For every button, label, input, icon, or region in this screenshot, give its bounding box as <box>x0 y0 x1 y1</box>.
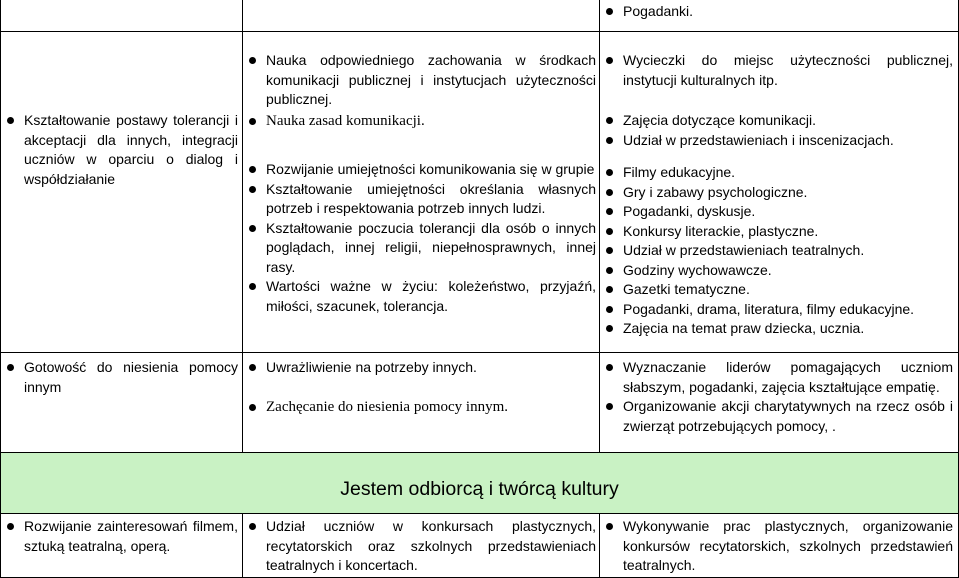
list-item: Kształtowanie umiejętności określania własnych potrzeb i respektowania potrzeb innych ludzi. <box>246 180 596 219</box>
list-item: Pogadanki. <box>603 2 953 22</box>
row-divider <box>0 31 959 32</box>
list-item: Nauka odpowiedniego zachowania w środkach komunikacji publicznej i instytucjach użyteczności publicznej. <box>246 51 596 110</box>
list-item: Pogadanki, dyskusje. <box>603 202 953 222</box>
forms-cell <box>603 517 953 576</box>
column-divider <box>242 513 243 578</box>
list-item: Nauka zasad komunikacji. <box>246 112 596 132</box>
list-item: Filmy edukacyjne. <box>603 163 953 183</box>
section-title: Jestem odbiorcą i twórcą kultury <box>340 478 619 500</box>
list-item: Wykonywanie prac plastycznych, organizowanie konkursów recytatorskich, szkolnych przedstawień teatralnych. <box>603 517 953 576</box>
list-item: Wartości ważne w życiu: koleżeństwo, przyjaźń, miłości, szacunek, tolerancja. <box>246 277 596 316</box>
list-item: Konkursy literackie, plastyczne. <box>603 222 953 242</box>
list-item: Zajęcia dotyczące komunikacji. <box>603 111 953 131</box>
column-divider <box>242 0 243 452</box>
list-item: Uwrażliwienie na potrzeby innych. <box>246 358 596 378</box>
goal-text: Rozwijanie zainteresowań filmem, sztuką teatralną, operą. <box>4 517 238 556</box>
goal-text: Kształtowanie postawy tolerancji i akceptacji dla innych, integracji uczniów w oparciu o dialog i współdziałanie <box>4 111 238 189</box>
goal-text: Gotowość do niesienia pomocy innym <box>4 358 238 397</box>
list-item: Zachęcanie do niesienia pomocy innym. <box>246 398 596 418</box>
goal-cell <box>4 517 238 556</box>
row-divider <box>0 513 959 514</box>
tasks-cell <box>246 51 596 316</box>
forms-cell <box>603 358 953 436</box>
list-item: Udział uczniów w konkursach plastycznych, recytatorskich oraz szkolnych przedstawieniach teatralnych i koncertach. <box>246 517 596 576</box>
list-item: Pogadanki, drama, literatura, filmy edukacyjne. <box>603 300 953 320</box>
forms-cell <box>603 51 953 339</box>
row-divider <box>0 452 959 453</box>
list-item: Organizowanie akcji charytatywnych na rzecz osób i zwierząt potrzebujących pomocy, . <box>603 397 953 436</box>
list-item: Kształtowanie poczucia tolerancji dla osób o innych poglądach, innej religii, niepełnosprawnych, innej rasy. <box>246 219 596 278</box>
tasks-cell <box>246 517 596 576</box>
list-item: Wycieczki do miejsc użyteczności publicznej, instytucji kulturalnych itp. <box>603 51 953 90</box>
column-divider <box>599 0 600 452</box>
list-item: Udział w przedstawieniach i inscenizacjach. <box>603 131 953 151</box>
list-item: Wyznaczanie liderów pomagających uczniom słabszym, pogadanki, zajęcia kształtujące empatię. <box>603 358 953 397</box>
list-item: Rozwijanie umiejętności komunikowania się w grupie <box>246 160 596 180</box>
list-item: Udział w przedstawieniach teatralnych. <box>603 241 953 261</box>
list-item: Gazetki tematyczne. <box>603 280 953 300</box>
goal-cell <box>4 358 238 397</box>
forms-cell-top <box>603 2 953 22</box>
tasks-cell <box>246 358 596 417</box>
list-item: Gry i zabawy psychologiczne. <box>603 183 953 203</box>
goal-cell <box>4 111 238 189</box>
list-item: Zajęcia na temat praw dziecka, ucznia. <box>603 319 953 339</box>
column-divider <box>0 0 1 578</box>
row-divider <box>0 352 959 353</box>
list-item: Godziny wychowawcze. <box>603 261 953 281</box>
column-divider <box>599 513 600 578</box>
